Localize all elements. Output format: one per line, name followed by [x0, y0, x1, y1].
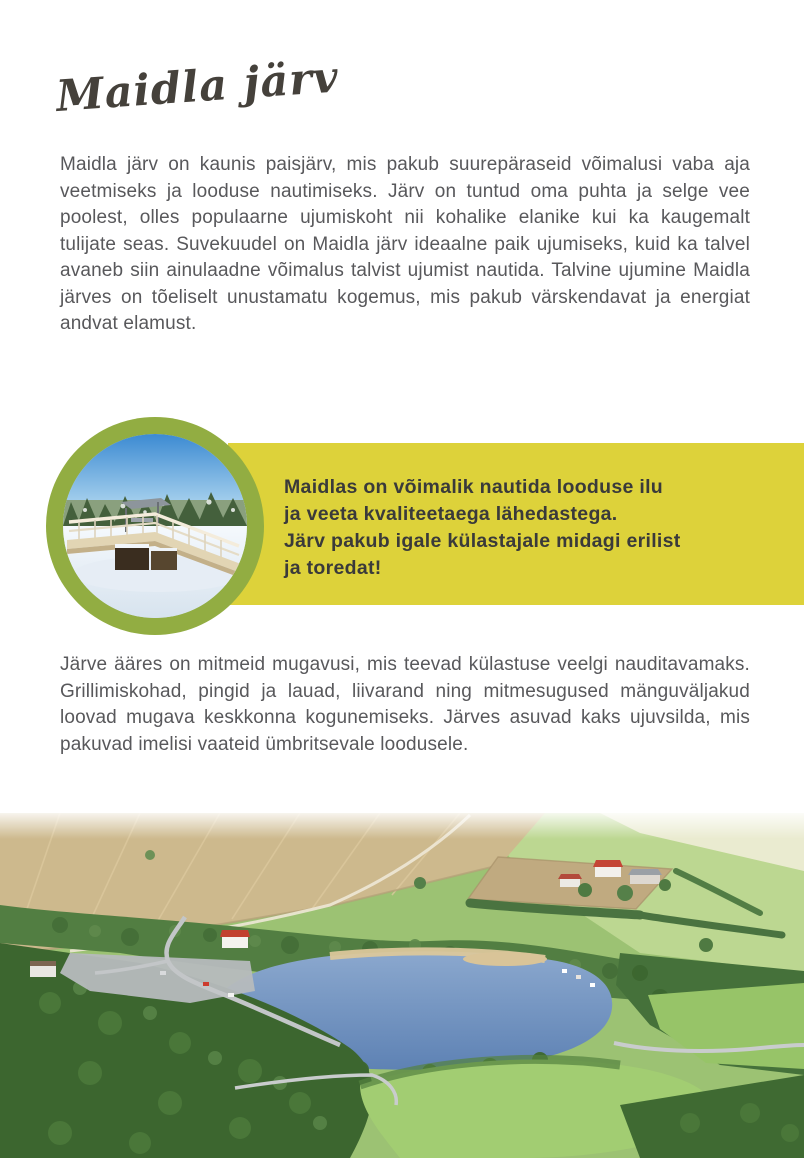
callout-line: Järv pakub igale külastajale midagi erilist: [284, 530, 681, 552]
callout-line: Maidlas on võimalik nautida looduse ilu: [284, 476, 664, 498]
callout-banner: [228, 443, 804, 605]
callout-text: [284, 474, 681, 582]
callout-line: ja veeta kvaliteetaega lähedastega.: [284, 503, 618, 525]
callout-line: ja toredat!: [284, 557, 382, 579]
intro-paragraph: Maidla järv on kaunis paisjärv, mis pakub suurepäraseid võimalusi vaba aja veetmiseks ja looduse nautimiseks. Järv on tuntud oma puhta ja selge vee poolest, olles populaarne ujumiskoht nii kohalike elanike kui ka kaugemalt tulijate seas. Suvekuudel on Maidla järv ideaalne paik ujumiseks, kuid ka talvel avaneb siin ainulaadne võimalus talvist ujumist nautida. Talvine ujumine Maidla järves on tõeliselt unustamatu kogemus, mis pakub värskendavat ja energiat andvat elamust.: [60, 154, 750, 334]
aerial-lake-photo: [0, 813, 804, 1158]
photo-ring: [46, 417, 264, 635]
amenities-paragraph: Järve ääres on mitmeid mugavusi, mis teevad külastuse veelgi nauditavamaks. Grillimiskohad, pingid ja lauad, liivarand ning mitmesugused mänguväljakud loovad mugava keskkonna kogunemiseks. Järves asuvad kaks ujuvsilda, mis pakuvad imelisi vaateid ümbritsevale loodusele.: [60, 654, 750, 755]
winter-dock-photo: [63, 434, 247, 618]
page-title: Maidla järv: [54, 52, 341, 122]
